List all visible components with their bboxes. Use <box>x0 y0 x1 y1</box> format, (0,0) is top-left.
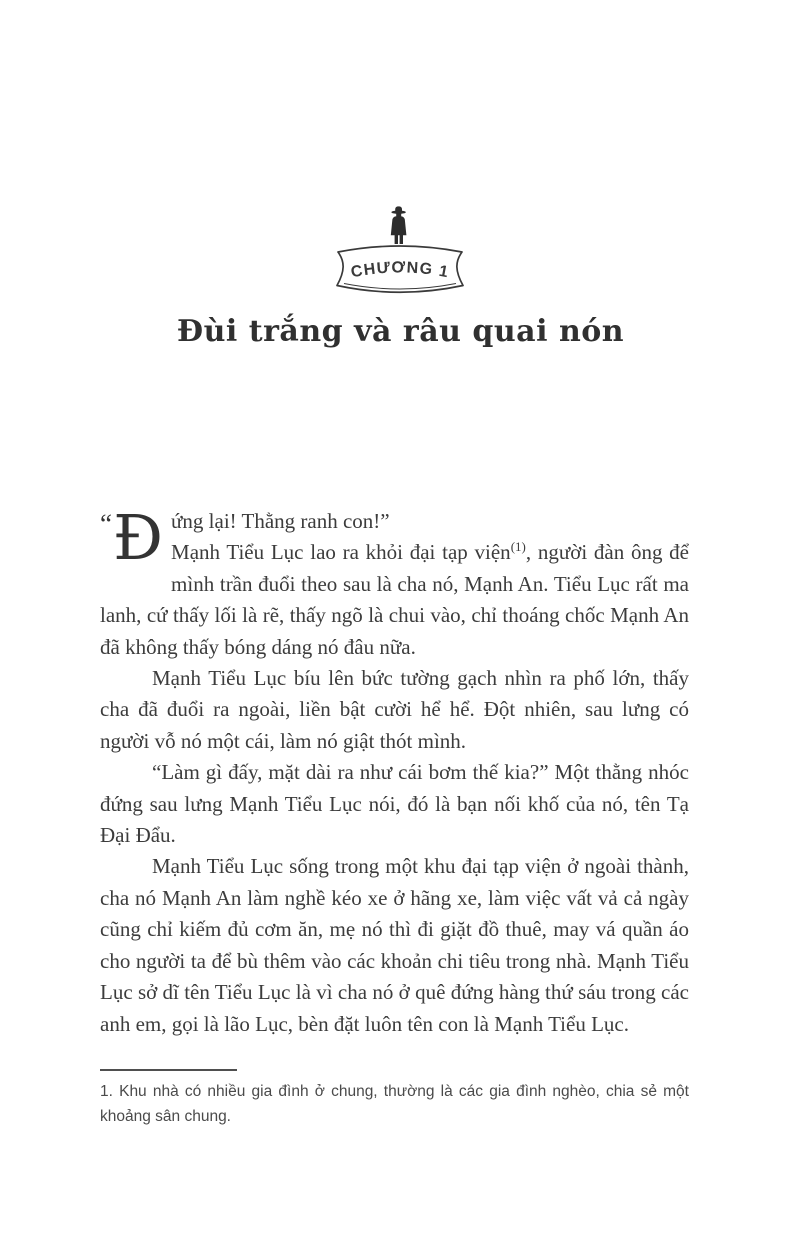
man-with-hat-silhouette-icon <box>384 206 413 244</box>
footnote-ref-marker: (1) <box>510 539 526 555</box>
chapter-header <box>0 206 801 306</box>
open-quote: “ <box>100 509 112 539</box>
footnote-divider <box>100 1069 237 1071</box>
body-text <box>100 501 690 1040</box>
footnote-block <box>100 1069 689 1129</box>
dialogue-line: ứng lại! Thằng ranh con!” <box>171 509 390 533</box>
drop-cap-letter: Đ <box>112 501 164 574</box>
paragraph-text: Mạnh Tiểu Lục lao ra khỏi đại tạp viện <box>171 540 511 565</box>
paragraph-2: Mạnh Tiểu Lục bíu lên bức tường gạch nhìn ra phố lớn, thấy cha đã đuổi ra ngoài, liền bật cười hể hể. Đột nhiên, sau lưng có người vỗ nó một cái, làm nó giật thót mình. <box>100 666 689 753</box>
paragraph-text: , người đàn ông để mình trần đuổi theo sau là cha nó, Mạnh An. Tiểu Lục rất ma lanh, cứ thấy lối là rẽ, thấy ngõ là chui vào, chỉ thoáng chốc Mạnh An đã không thấy bóng dáng nó đâu nữa. <box>100 540 690 659</box>
chapter-banner-label: CHƯƠNG 1 <box>349 259 451 282</box>
drop-cap <box>100 501 164 574</box>
footnote-text: 1. Khu nhà có nhiều gia đình ở chung, thường là các gia đình nghèo, chia sẻ một khoảng sân chung. <box>100 1083 689 1125</box>
paragraph-3: “Làm gì đấy, mặt dài ra như cái bơm thế kia?” Một thằng nhóc đứng sau lưng Mạnh Tiểu Lục nói, đó là bạn nối khố của nó, tên Tạ Đại Đẩu. <box>100 760 689 848</box>
paragraph-opening <box>100 501 690 663</box>
paragraph-4: Mạnh Tiểu Lục sống trong một khu đại tạp viện ở ngoài thành, cha nó Mạnh An làm nghề kéo xe ở hãng xe, làm việc vất vả cả ngày cũng chỉ kiếm đủ cơm ăn, mẹ nó thì đi giặt đồ thuê, may vá quần áo cho người ta để bù thêm vào các khoản chi tiêu trong nhà. Mạnh Tiểu Lục sở dĩ tên Tiểu Lục là vì cha nó ở quê đứng hàng thứ sáu trong các anh em, gọi là lão Lục, bèn đặt luôn tên con là Mạnh Tiểu Lục. <box>100 854 689 1036</box>
chapter-banner <box>333 241 467 299</box>
chapter-title: Đùi trắng và râu quai nón <box>176 314 625 349</box>
